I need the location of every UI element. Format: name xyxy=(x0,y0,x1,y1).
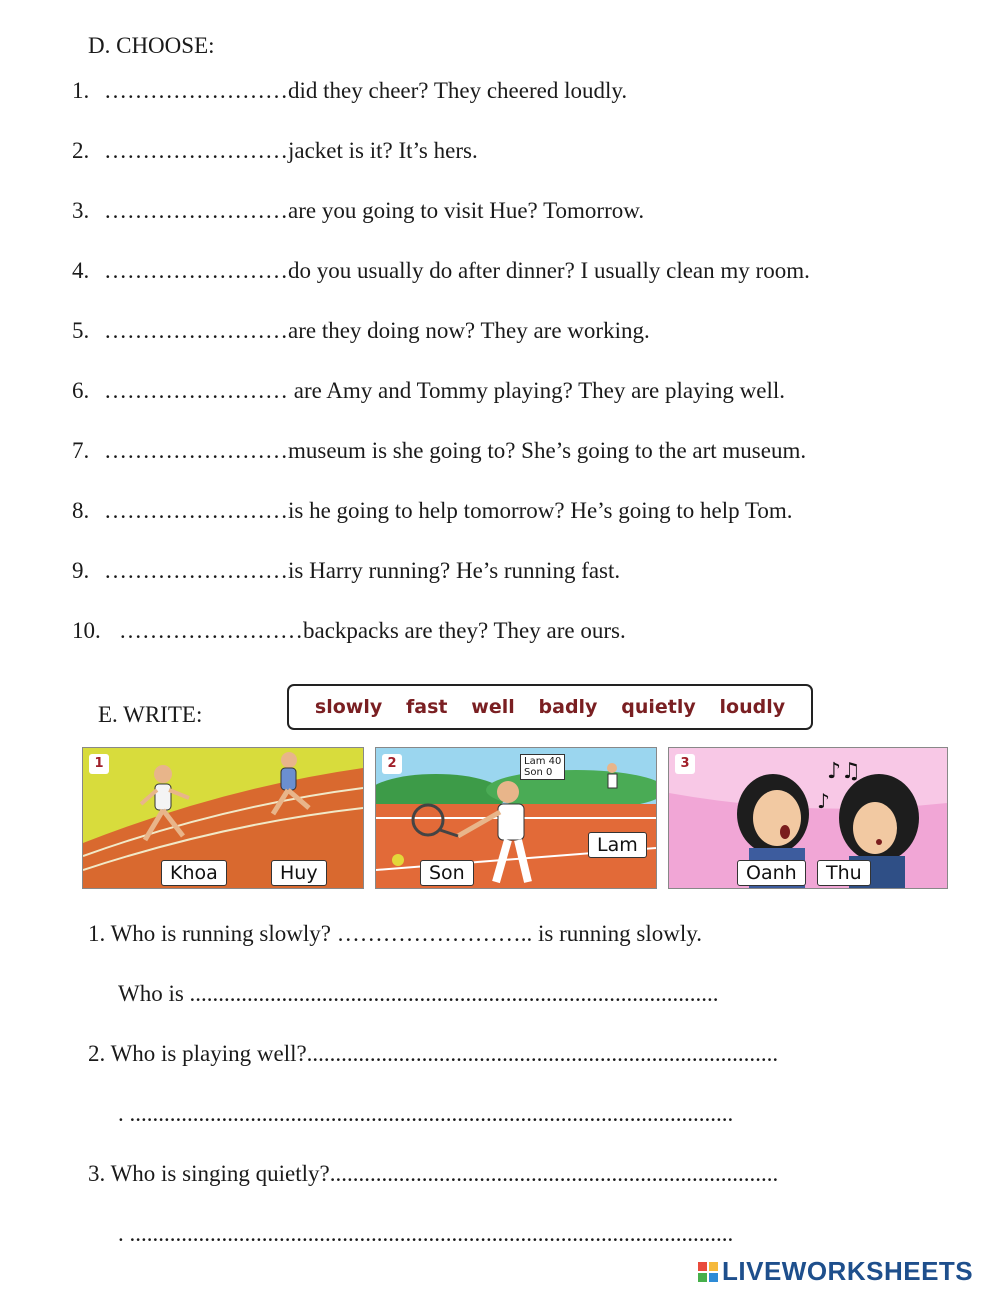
scoreboard xyxy=(520,754,565,780)
answer-line-1[interactable]: Who is ............................................................................................ xyxy=(118,981,719,1006)
item-number: 1. xyxy=(72,78,90,103)
word-bank-item: well xyxy=(471,696,515,718)
scoreboard-label: Lam xyxy=(524,756,546,767)
name-tag: Huy xyxy=(271,860,327,886)
tennis-court-illustration xyxy=(376,748,656,888)
item-number: 10. xyxy=(72,618,101,643)
answer-blank[interactable]: …………………… xyxy=(104,318,288,343)
word-bank xyxy=(287,684,813,730)
section-e-heading: E. WRITE: xyxy=(98,702,203,727)
item-number: 9. xyxy=(72,558,90,583)
answer-blank[interactable]: …………………… xyxy=(104,78,288,103)
answer-line-2[interactable]: . ......................................................................................................... xyxy=(118,1101,734,1126)
answer-blank[interactable]: …………………… xyxy=(104,558,288,583)
item-number: 5. xyxy=(72,318,90,343)
panel-number: 3 xyxy=(675,754,695,774)
list-item xyxy=(72,259,810,282)
scoreboard-score: 40 xyxy=(548,756,562,767)
question-1[interactable]: 1. Who is running slowly? …………………….. is running slowly. xyxy=(88,921,702,946)
item-text: is Harry running? He’s running fast. xyxy=(288,558,621,583)
item-text: jacket is it? It’s hers. xyxy=(288,138,478,163)
answer-blank[interactable]: …………………… xyxy=(104,258,288,283)
item-text: did they cheer? They cheered loudly. xyxy=(288,78,628,103)
list-item xyxy=(72,559,620,582)
word-bank-item: slowly xyxy=(314,696,383,718)
list-item xyxy=(72,619,626,642)
name-tag: Lam xyxy=(588,832,647,858)
word-bank-item: badly xyxy=(538,696,598,718)
item-text: backpacks are they? They are ours. xyxy=(303,618,626,643)
logo-text: LIVEWORKSHEETS xyxy=(722,1256,974,1286)
picture-panel-running xyxy=(82,747,364,889)
question-3[interactable]: 3. Who is singing quietly?.............................................................................. xyxy=(88,1161,779,1186)
svg-text:♪♫: ♪♫ xyxy=(827,759,861,784)
answer-blank[interactable]: …………………… xyxy=(104,138,288,163)
answer-blank[interactable]: …………………… xyxy=(104,198,288,223)
svg-text:♪: ♪ xyxy=(817,789,830,813)
picture-panel-tennis xyxy=(375,747,657,889)
list-item xyxy=(72,499,793,522)
scoreboard-score: 0 xyxy=(546,767,553,778)
list-item xyxy=(72,439,806,462)
picture-panel-singing xyxy=(668,747,948,889)
list-item xyxy=(72,379,785,402)
list-item xyxy=(72,139,478,162)
word-bank-item: quietly xyxy=(621,696,696,718)
item-number: 4. xyxy=(72,258,90,283)
item-number: 3. xyxy=(72,198,90,223)
scoreboard-label: Son xyxy=(524,767,543,778)
item-text: are you going to visit Hue? Tomorrow. xyxy=(288,198,645,223)
item-text: are they doing now? They are working. xyxy=(288,318,650,343)
name-tag: Oanh xyxy=(737,860,806,886)
name-tag: Khoa xyxy=(161,860,227,886)
word-bank-item: loudly xyxy=(719,696,786,718)
item-text: is he going to help tomorrow? He’s going to help Tom. xyxy=(288,498,793,523)
panel-number: 2 xyxy=(382,754,402,774)
item-number: 8. xyxy=(72,498,90,523)
item-text: are Amy and Tommy playing? They are playing well. xyxy=(293,378,786,403)
answer-blank[interactable]: …………………… xyxy=(119,618,303,643)
panel-number: 1 xyxy=(89,754,109,774)
item-text: do you usually do after dinner? I usually clean my room. xyxy=(288,258,810,283)
answer-blank[interactable]: …………………… xyxy=(104,438,288,463)
answer-blank[interactable]: …………………… xyxy=(104,378,294,403)
name-tag: Thu xyxy=(817,860,871,886)
item-text: museum is she going to? She’s going to the art museum. xyxy=(288,438,807,463)
item-number: 6. xyxy=(72,378,90,403)
list-item xyxy=(72,319,650,342)
list-item xyxy=(72,199,644,222)
list-item xyxy=(72,79,627,102)
item-number: 7. xyxy=(72,438,90,463)
word-bank-item: fast xyxy=(406,696,448,718)
question-2[interactable]: 2. Who is playing well?.................................................................................. xyxy=(88,1041,779,1066)
answer-blank[interactable]: …………………… xyxy=(104,498,288,523)
logo-blocks-icon xyxy=(698,1262,718,1282)
singing-illustration xyxy=(669,748,947,888)
item-number: 2. xyxy=(72,138,90,163)
section-d-heading: D. CHOOSE: xyxy=(88,33,215,58)
name-tag: Son xyxy=(420,860,474,886)
liveworksheets-logo xyxy=(698,1256,973,1287)
answer-line-3[interactable]: . ......................................................................................................... xyxy=(118,1221,734,1246)
